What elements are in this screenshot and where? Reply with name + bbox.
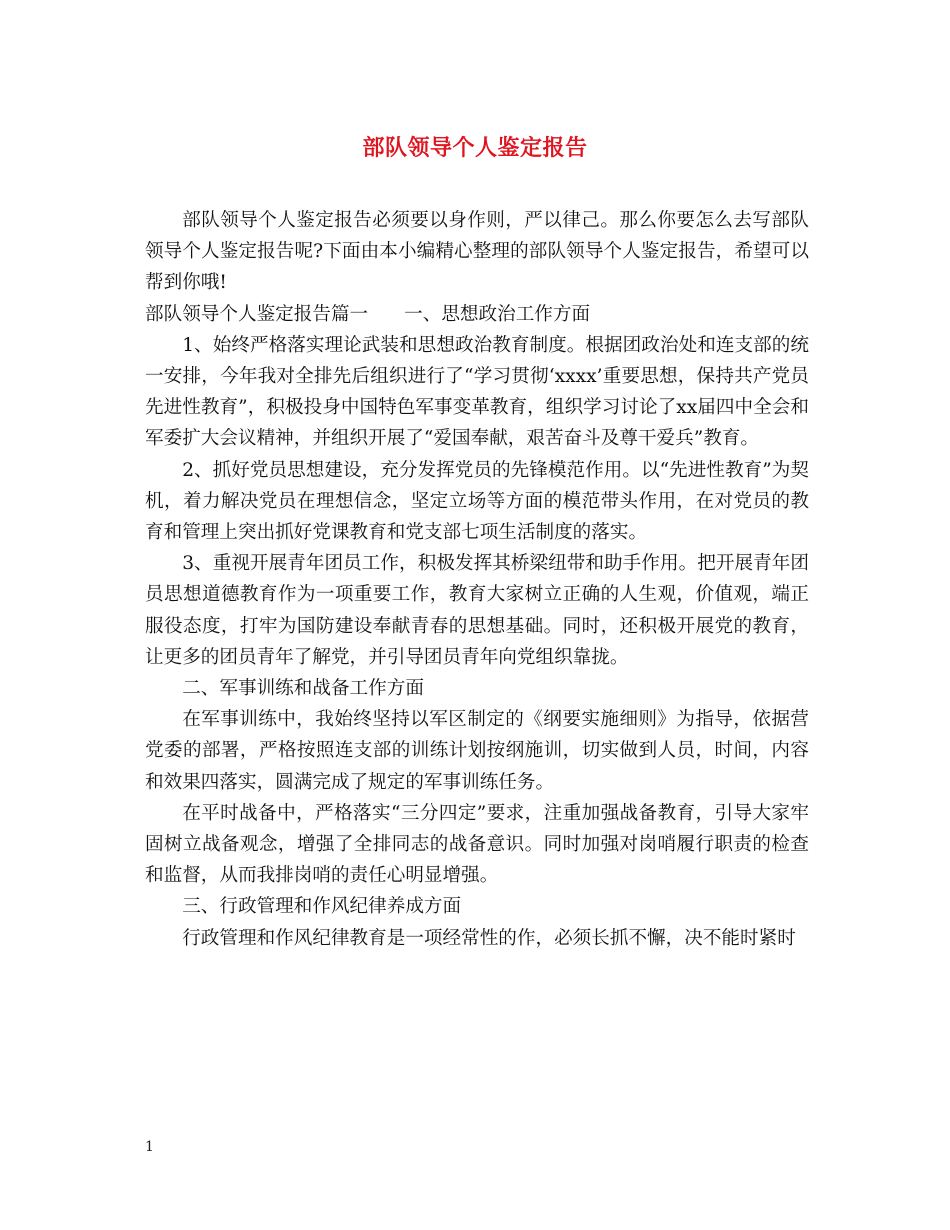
intro-paragraph: 部队领导个人鉴定报告必须要以身作则，严以律己。那么你要怎么去写部队领导个人鉴定报告呢?下面由本小编精心整理的部队领导个人鉴定报告，希望可以帮到你哦! bbox=[145, 210, 809, 294]
section-title: 部队领导个人鉴定报告篇一 bbox=[145, 303, 369, 325]
section-line bbox=[145, 299, 809, 330]
section-heading-3: 三、行政管理和作风纪律养成方面 bbox=[182, 896, 462, 918]
paragraph-4: 在军事训练中，我始终坚持以军区制定的《纲要实施细则》为指导，依据营党委的部署，严格按照连支部的训练计划按纲施训，切实做到人员，时间，内容和效果四落实，圆满完成了规定的军事训练任务。 bbox=[145, 709, 809, 793]
paragraph-5: 在平时战备中，严格落实“三分四定”要求，注重加强战备教育，引导大家牢固树立战备观念，增强了全排同志的战备意识。同时加强对岗哨履行职责的检查和监督，从而我排岗哨的责任心明显增强。 bbox=[145, 802, 809, 887]
section-heading-1: 一、思想政治工作方面 bbox=[404, 303, 591, 325]
document-title: 部队领导个人鉴定报告 bbox=[362, 135, 588, 161]
section-heading-2: 二、军事训练和战备工作方面 bbox=[182, 678, 424, 700]
page-number: 1 bbox=[145, 1139, 154, 1155]
paragraph-1: 1、始终严格落实理论武装和思想政治教育制度。根据团政治处和连支部的统一安排，今年我对全排先后组织进行了“学习贯彻‘xxxx’重要思想，保持共产党员先进性教育”，积极投身中国特色军事变革教育，组织学习讨论了xx届四中全会和军委扩大会议精神，并组织开展了“爱国奉献，艰苦奋斗及尊干爱兵”教育。 bbox=[145, 334, 809, 450]
document-body bbox=[145, 205, 809, 954]
paragraph-2: 2、抓好党员思想建设，充分发挥党员的先锋模范作用。以“先进性教育”为契机，着力解决党员在理想信念，坚定立场等方面的模范带头作用，在对党员的教育和管理上突出抓好党课教育和党支部七项生活制度的落实。 bbox=[145, 459, 809, 544]
paragraph-3: 3、重视开展青年团员工作，积极发挥其桥梁纽带和助手作用。把开展青年团员思想道德教育作为一项重要工作，教育大家树立正确的人生观，价值观，端正服役态度，打牢为国防建设奉献青春的思想基础。同时，还积极开展党的教育，让更多的团员青年了解党，并引导团员青年向党组织靠拢。 bbox=[145, 553, 809, 668]
paragraph-6: 行政管理和作风纪律教育是一项经常性的作，必须长抓不懈，决不能时紧时 bbox=[182, 927, 796, 949]
